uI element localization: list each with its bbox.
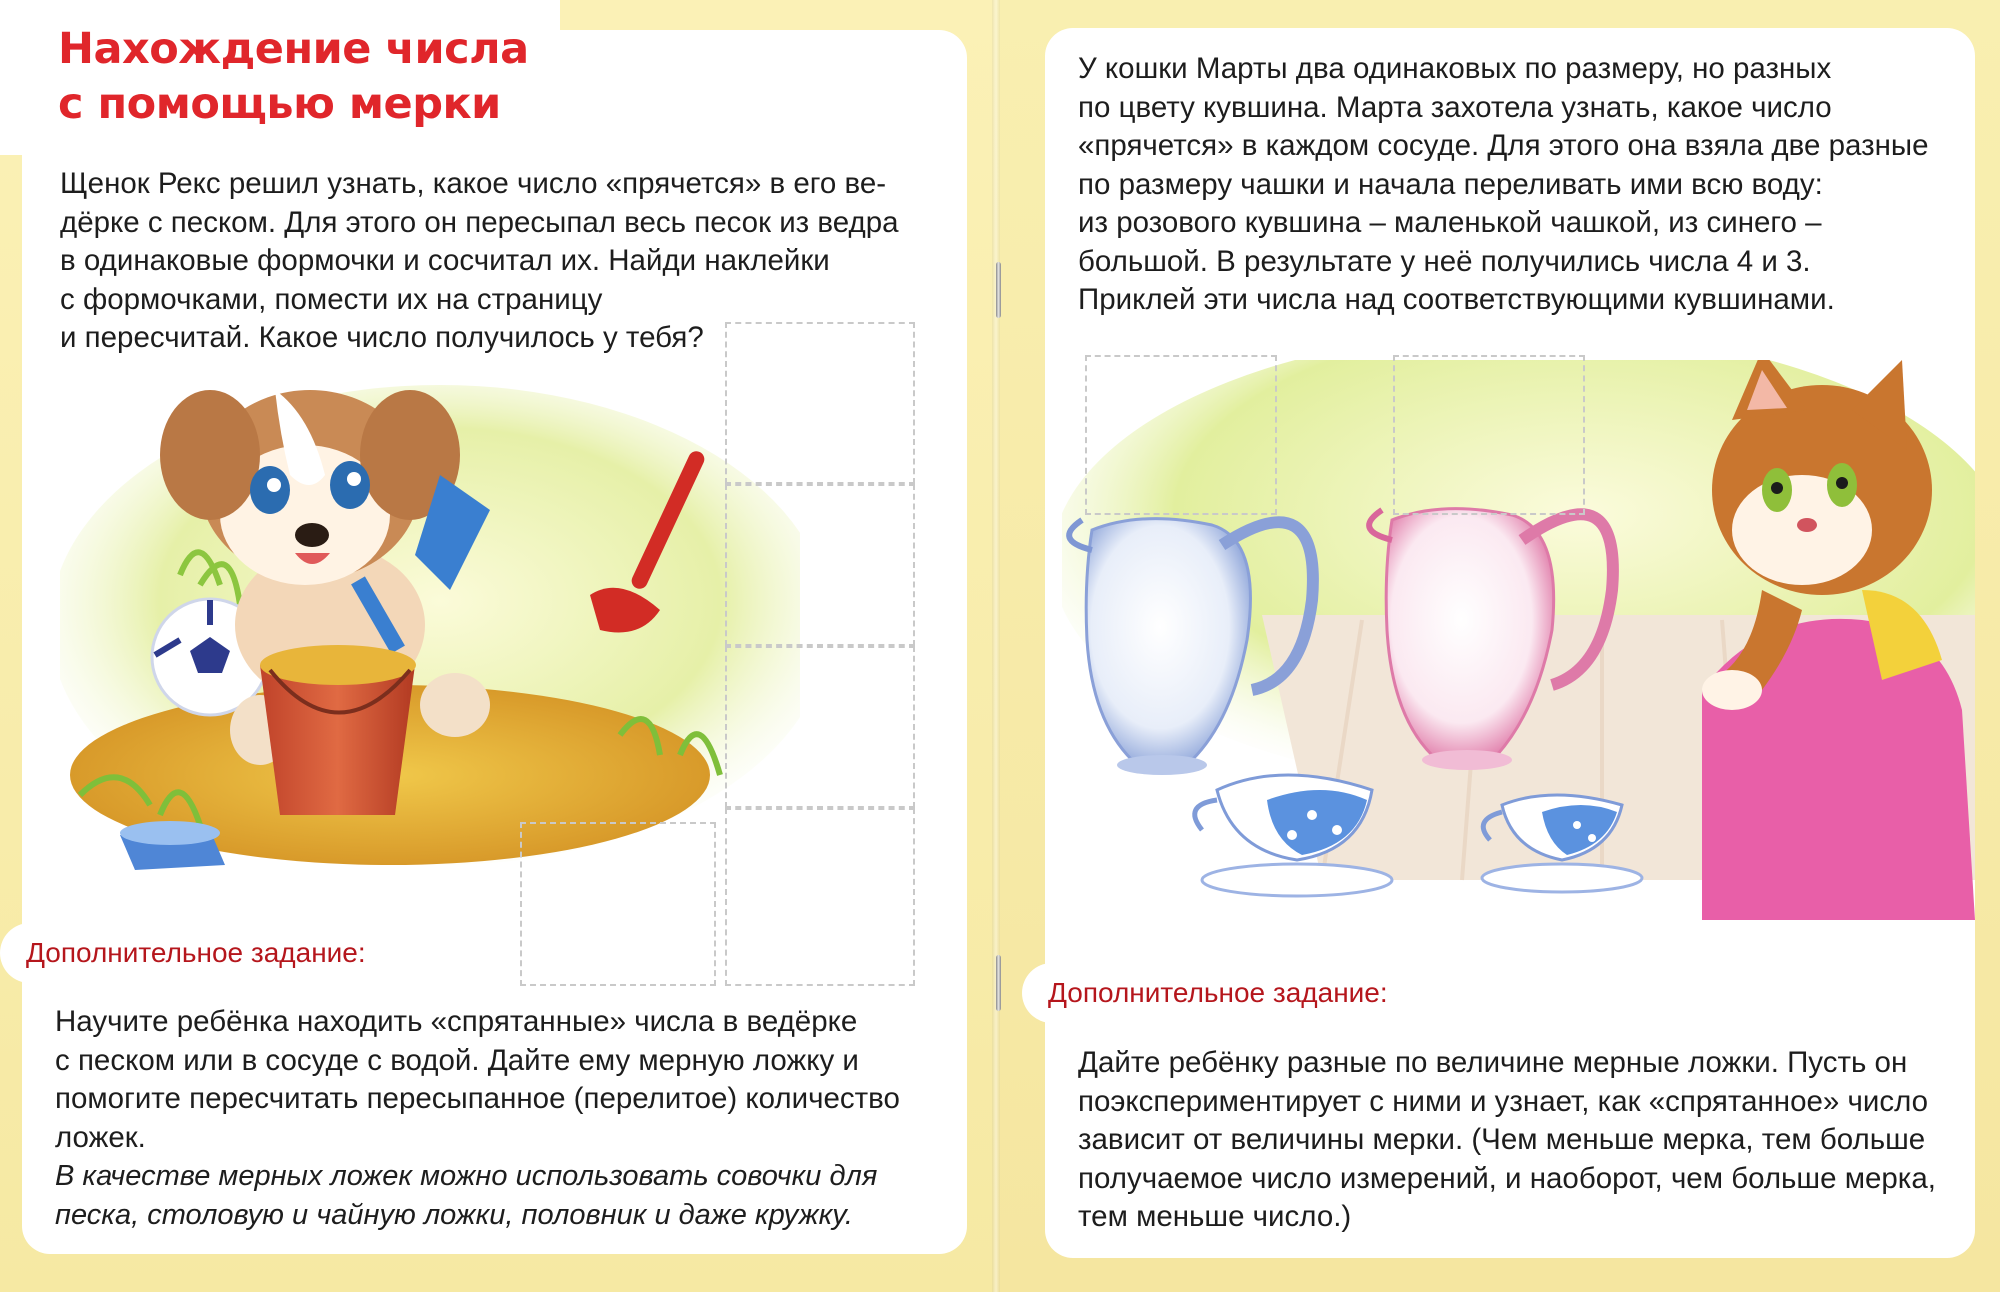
- staple-top: [996, 262, 1001, 318]
- page-title-line: Нахождение числа: [58, 24, 529, 74]
- right-extra-text: [1078, 1044, 1978, 1237]
- page-title-line: с помощью мерки: [58, 79, 501, 129]
- extra-task-label: Дополнительное задание:: [0, 923, 392, 983]
- number-placeholder-pink-jug[interactable]: [1393, 355, 1585, 515]
- sticker-placeholder[interactable]: [725, 322, 915, 484]
- text-line: В качестве мерных ложек можно использовать совочки для: [55, 1160, 878, 1192]
- text-line: Приклей эти числа над соответствующими кувшинами.: [1078, 283, 1835, 316]
- text-line: по цвету кувшина. Марта захотела узнать, какое число: [1078, 90, 1832, 124]
- left-extra-text: [55, 1003, 955, 1157]
- text-line: дёрке с песком. Для этого он пересыпал весь песок из ведра: [60, 205, 899, 239]
- text-line: по размеру чашки и начала переливать ими всю воду:: [1078, 167, 1823, 201]
- extra-task-label: Дополнительное задание:: [1022, 963, 1414, 1023]
- staple-bottom: [996, 955, 1001, 1011]
- text-line: большой. В результате у неё получились числа 4 и 3.: [1078, 244, 1811, 278]
- sticker-placeholder[interactable]: [520, 822, 716, 986]
- text-line: из розового кувшина – маленькой чашкой, из синего –: [1078, 206, 1822, 239]
- text-line: ложек.: [55, 1120, 146, 1154]
- puppy-sandbox-illustration: [60, 375, 800, 875]
- text-line: песка, столовую и чайную ложки, половник и даже кружку.: [55, 1198, 853, 1231]
- text-line: тем меньше число.): [1078, 1200, 1352, 1233]
- text-line: «прячется» в каждом сосуде. Для этого она взяла две разные: [1078, 129, 1929, 162]
- text-line: Щенок Рекс решил узнать, какое число «прячется» в его ве-: [60, 167, 887, 200]
- right-intro-text: [1078, 50, 1978, 320]
- text-line: с песком или в сосуде с водой. Дайте ему мерную ложку и: [55, 1043, 859, 1077]
- text-line: У кошки Марты два одинаковых по размеру, но разных: [1078, 52, 1832, 85]
- text-line: помогите пересчитать пересыпанное (перелитое) количество: [55, 1082, 900, 1115]
- text-line: поэкспериментирует с ними и узнает, как «спрятанное» число: [1078, 1084, 1929, 1118]
- text-line: зависит от величины мерки. (Чем меньше мерка, тем больше: [1078, 1123, 1926, 1156]
- text-line: Научите ребёнка находить «спрятанные» числа в ведёрке: [55, 1005, 858, 1038]
- text-line: с формочками, помести их на страницу: [60, 282, 603, 316]
- sticker-placeholder[interactable]: [725, 484, 915, 646]
- text-line: и пересчитай. Какое число получилось у тебя?: [60, 321, 704, 354]
- sticker-placeholder[interactable]: [725, 808, 915, 986]
- left-extra-italic-text: [55, 1157, 955, 1234]
- text-line: Дайте ребёнку разные по величине мерные ложки. Пусть он: [1078, 1046, 1908, 1079]
- sticker-placeholder[interactable]: [725, 646, 915, 808]
- number-placeholder-blue-jug[interactable]: [1085, 355, 1277, 515]
- text-line: получаемое число измерений, и наоборот, чем больше мерка,: [1078, 1161, 1936, 1195]
- text-line: в одинаковые формочки и сосчитал их. Найди наклейки: [60, 244, 830, 277]
- book-spine: [992, 0, 1000, 1292]
- page-title: [58, 22, 578, 132]
